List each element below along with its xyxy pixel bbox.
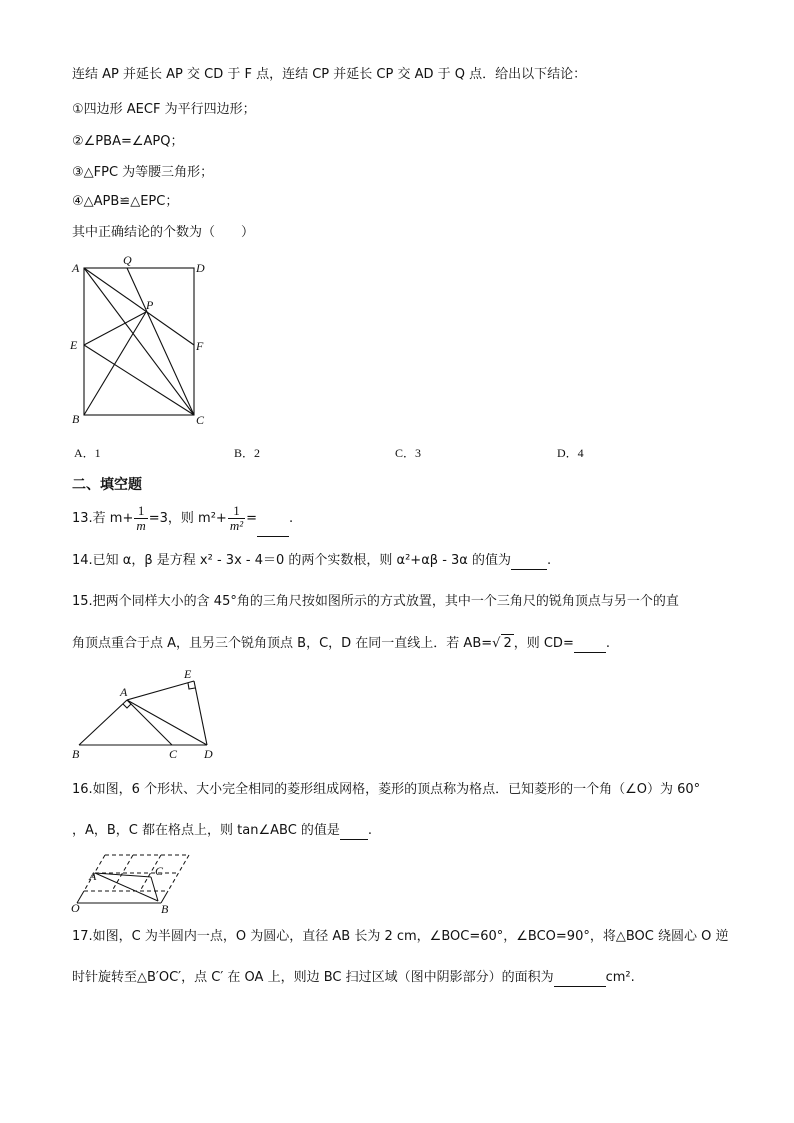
section-title: 二、填空题 — [72, 477, 142, 493]
q12-conclusion-1: ①四边形 AECF 为平行四边形； — [72, 102, 256, 117]
q17-unit: cm². — [605, 970, 635, 985]
q14-text: 14.已知 α，β 是方程 x² - 3x - 4＝0 的两个实数根，则 α²+αβ - 3α 的值为 — [72, 553, 511, 568]
q13-frac2-den: m² — [229, 518, 244, 533]
q13-mid: =3，则 m²+ — [148, 511, 227, 526]
q16-line-2-text: ，A，B，C 都在格点上，则 tan∠ABC 的值是 — [72, 823, 340, 838]
q15-label-e: E — [184, 667, 192, 681]
q12-conclusion-3: ③△FPC 为等腰三角形； — [72, 165, 214, 180]
q12-option-b: B．2 — [234, 446, 261, 460]
q16-label-b: B — [161, 902, 169, 916]
q12-option-c: C．3 — [395, 446, 422, 460]
q15-label-d: D — [204, 747, 213, 761]
q15-label-a: A — [120, 685, 128, 699]
q14-end: . — [547, 553, 552, 568]
q17-line-1: 17.如图，C 为半圆内一点，O 为圆心，直径 AB 长为 2 cm，∠BOC=60°，∠BCO=90°，将△BOC 绕圆心 O 逆 — [72, 929, 729, 944]
q13-prefix: 13.若 m+ — [72, 511, 134, 526]
q12-stem: 连结 AP 并延长 AP 交 CD 于 F 点，连结 CP 并延长 CP 交 AD 于 Q 点．给出以下结论： — [72, 67, 587, 82]
q17-line-2 — [72, 969, 635, 987]
q16-label-o: O — [71, 901, 80, 915]
q15-line-1: 15.把两个同样大小的含 45°角的三角尺按如图所示的方式放置，其中一个三角尺的锐角顶点与另一个的直 — [72, 594, 679, 609]
sqrt-icon: √ — [492, 636, 501, 651]
q16-line-1: 16.如图，6 个形状、大小完全相同的菱形组成网格，菱形的顶点称为格点．已知菱形的一个角（∠O）为 60° — [72, 782, 701, 797]
q13: 13.若 m+ $\frac{1}{m}$ =3，则 m²+ $\frac{1}{\text{m²}}$ = . — [72, 501, 293, 537]
q13-frac2-num: 1 — [228, 504, 245, 519]
q16-label-c: C — [155, 864, 164, 878]
q12-label-e: E — [70, 338, 78, 352]
q17-answer-blank[interactable] — [554, 972, 606, 987]
q15-label-c: C — [169, 747, 178, 761]
q12-option-d: D．4 — [557, 446, 584, 460]
q12-option-a: A．1 — [74, 446, 101, 460]
q12-question: 其中正确结论的个数为（ ） — [72, 225, 255, 240]
q12-conclusion-4: ④△APB≌△EPC； — [72, 194, 179, 209]
q15-line-2a: 角顶点重合于点 A，且另三个锐角顶点 B，C，D 在同一直线上．若 AB= — [72, 636, 493, 651]
q12-conclusion-2: ②∠PBA=∠APQ； — [72, 134, 184, 149]
q12-label-c: C — [196, 413, 205, 427]
q16-end: . — [367, 823, 373, 838]
q12-label-q: Q — [123, 253, 132, 267]
q12-label-d: D — [196, 261, 205, 275]
q13-frac1-den: m — [136, 518, 146, 533]
q15-label-b: B — [72, 747, 80, 761]
q13-suffix: = — [246, 511, 258, 526]
q15-end: . — [605, 636, 610, 651]
q12-label-p: P — [146, 298, 154, 312]
q15-line-2b: ，则 CD= — [513, 636, 574, 651]
q12-label-b: B — [72, 412, 80, 426]
q13-frac1-num: 1 — [134, 504, 147, 519]
q16-label-a: A — [89, 869, 97, 883]
q12-label-a: A — [72, 261, 80, 275]
q12-label-f: F — [196, 339, 204, 353]
q17-line-2-text: 时针旋转至△B′OC′，点 C′ 在 OA 上，则边 BC 扫过区域（图中阴影部分）的面积为 — [72, 970, 554, 985]
q15-radicand: 2 — [503, 636, 512, 651]
